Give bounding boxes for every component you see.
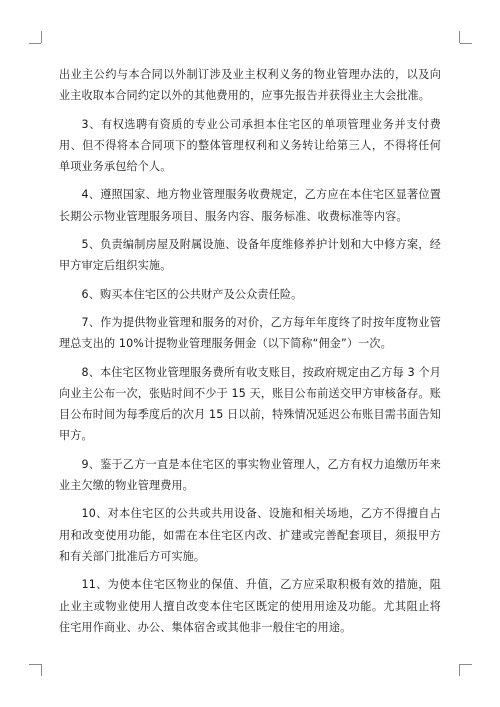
paragraph-item-3: 3、有权选聘有资质的专业公司承担本住宅区的单项管理业务并支付费用、但不得将本合同项下的整体管理权利和义务转让给第三人，不得将任何单项业务承包给个人。 (59, 117, 441, 174)
paragraph-item-9: 9、鉴于乙方一直是本住宅区的事实物业管理人，乙方有权力追缴历年来业主欠缴的物业管理费用。 (59, 457, 441, 493)
paragraph-continuation: 出业主公约与本合同以外制订涉及业主权利义务的物业管理办法的，以及向业主收取本合同约定以外的其他费用的，应事先报告并获得业主大会批准。 (59, 68, 441, 103)
paragraph-item-11: 11、为使本住宅区物业的保值、升值，乙方应采取积极有效的措施，阻止业主或物业使用人擅自改变本住宅区既定的使用用途及功能。尤其阻止将住宅用作商业、办公、集体宿舍或其他非一般住宅的用途。 (59, 578, 441, 634)
paragraph-item-7: 7、作为提供物业管理和服务的对价，乙方每年年度终了时按年度物业管理总支出的 10%计提物业管理服务佣金（以下简称“佣金”）一次。 (59, 315, 441, 351)
paragraph-item-10: 10、对本住宅区的公共或共用设备、设施和相关场地，乙方不得擅自占用和改变使用功能，如需在本住宅区内改、扩建或完善配套项目，须报甲方和有关部门批准后方可实施。 (59, 507, 441, 563)
paragraph-item-5: 5、负责编制房屋及附属设施、设备年度维修养护计划和大中修方案，经甲方审定后组织实施。 (59, 238, 441, 273)
document-body (59, 64, 441, 645)
paragraph-item-6: 6、购买本住宅区的公共财产及公众责任险。 (81, 287, 303, 301)
paragraph-item-8: 8、本住宅区物业管理服务费所有收支账目，按政府规定由乙方每 3 个月向业主公布一次，张贴时间不少于 15 天，账目公布前送交甲方审核备存。账目公布时间为每季度后的次月 15 日以前，特殊情况延迟公布账目需书面告知甲方。 (59, 365, 441, 443)
paragraph-item-4: 4、遵照国家、地方物业管理服务收费规定，乙方应在本住宅区显著位置长期公示物业管理服务项目、服务内容、服务标准、收费标准等内容。 (59, 188, 441, 223)
